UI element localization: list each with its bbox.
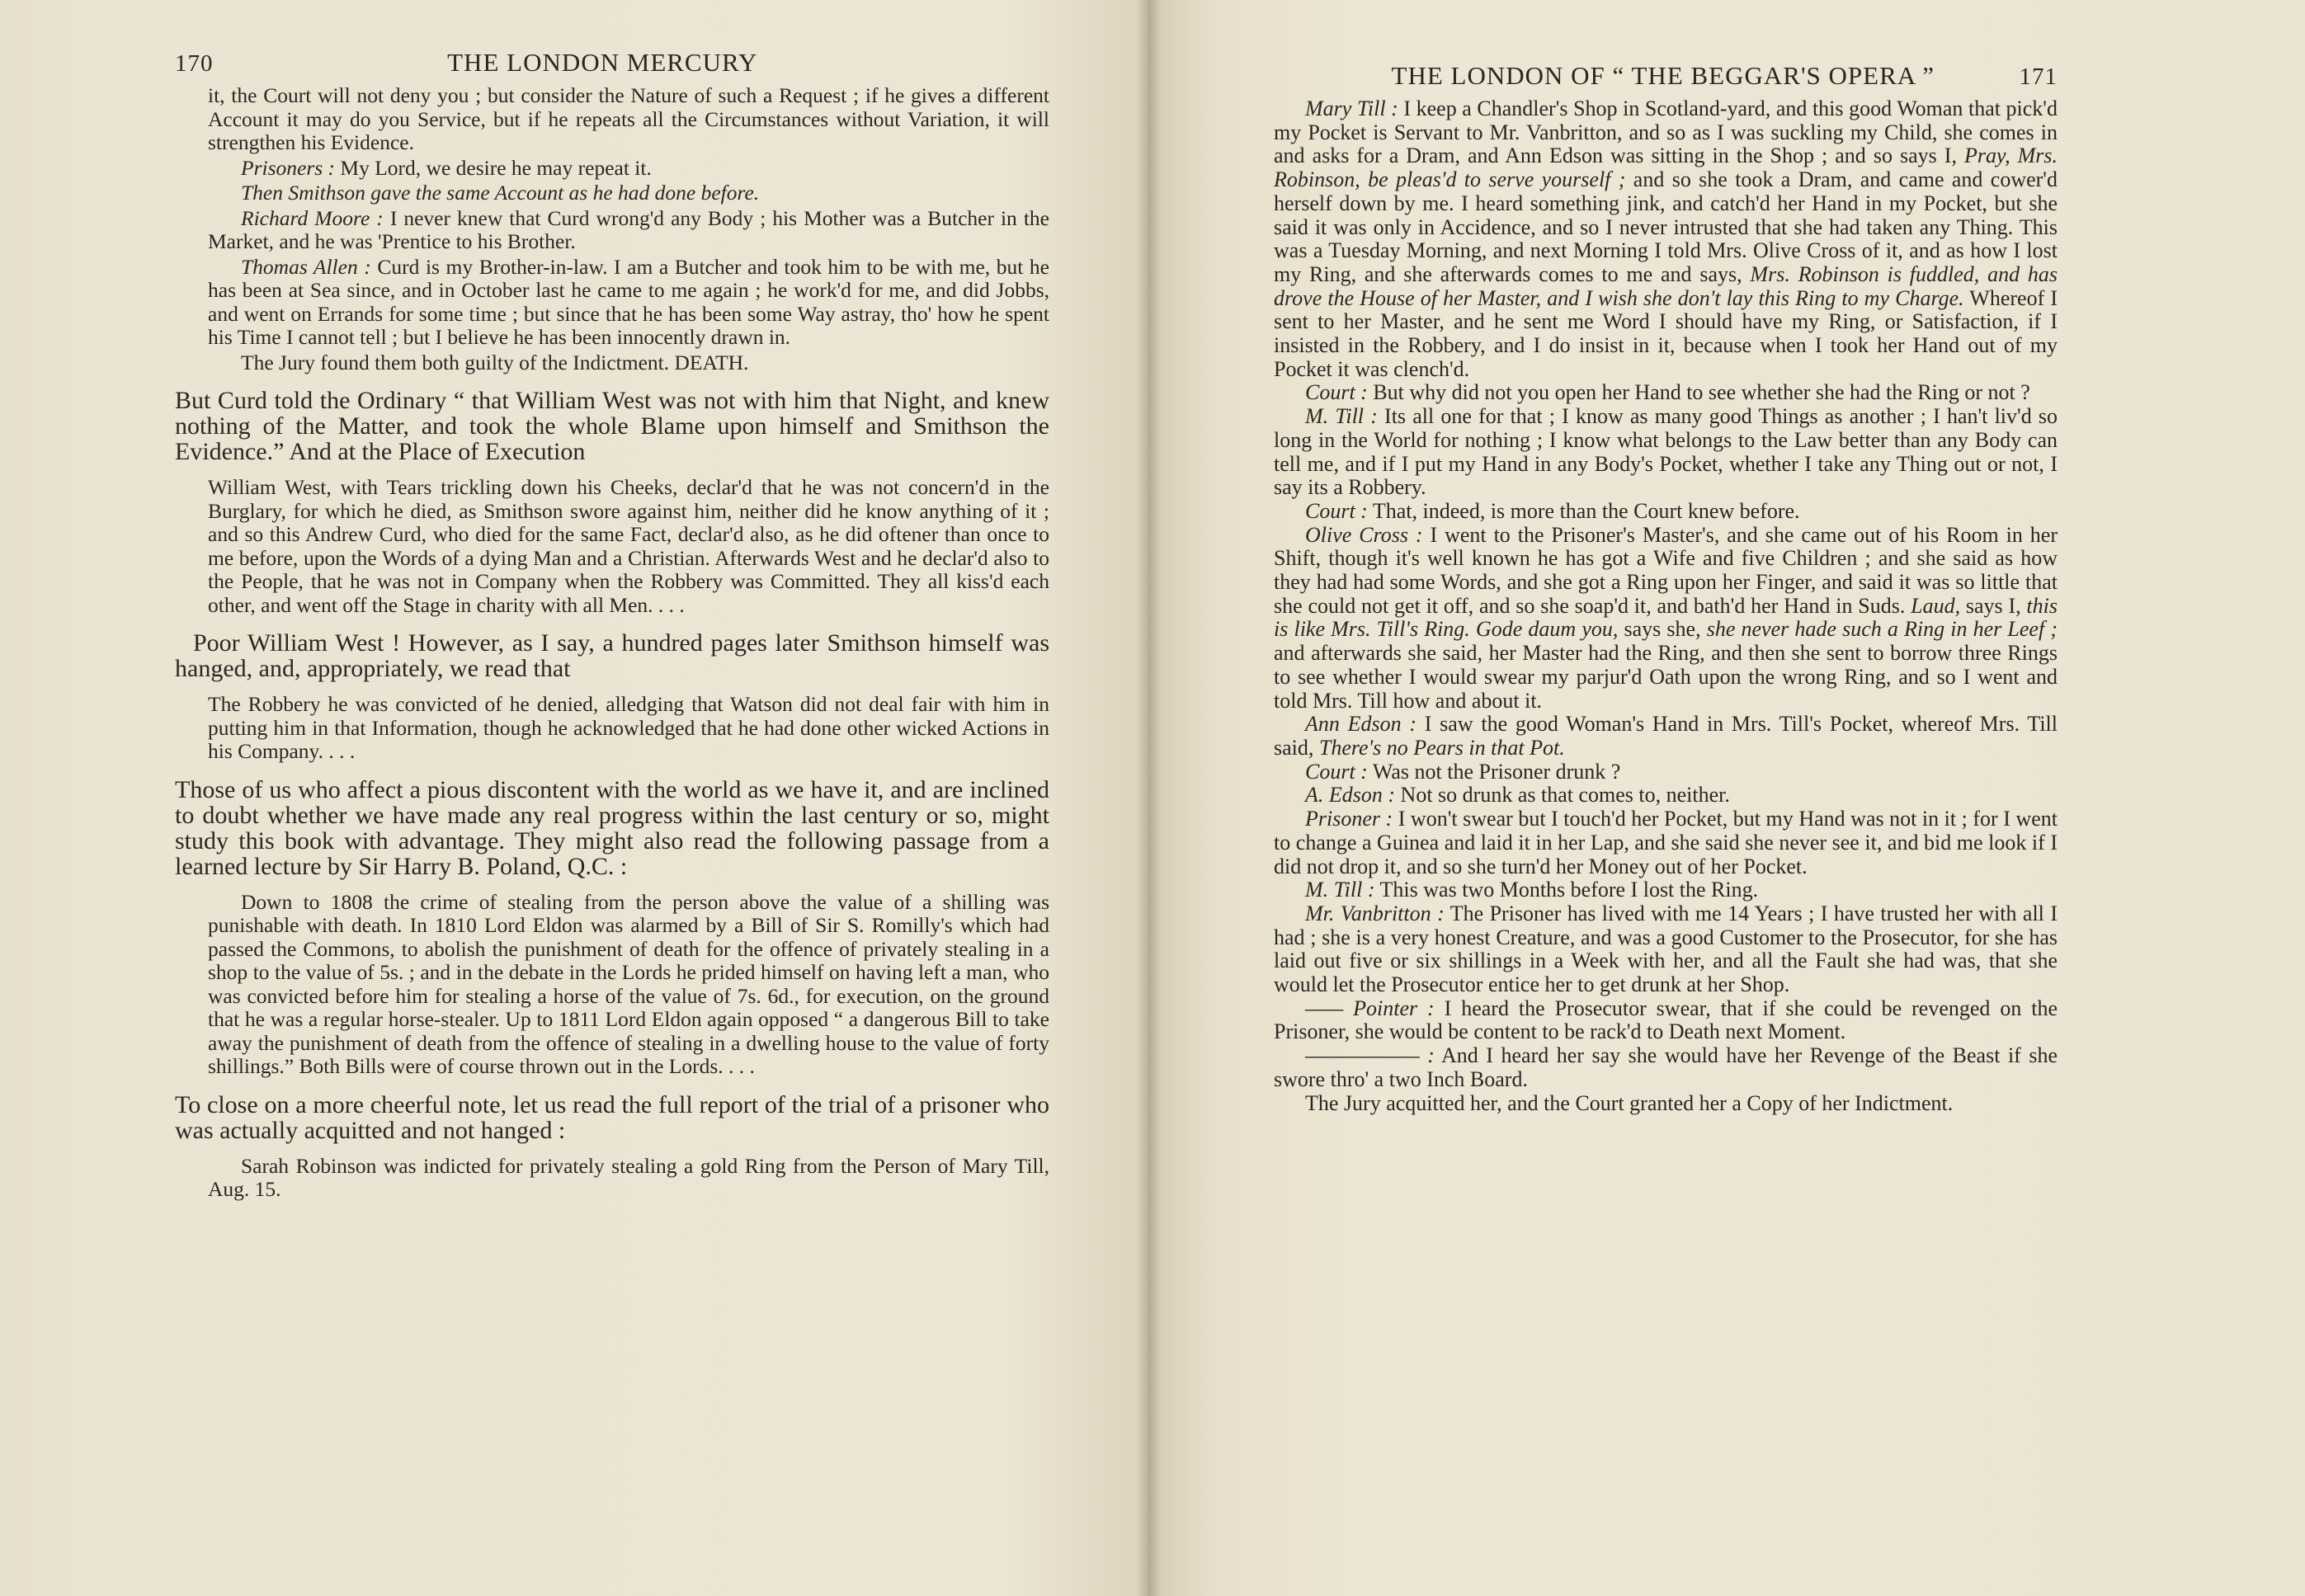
transcript-line: [208, 84, 1049, 155]
commentary-text: Those of us who affect a pious discontent with the world as we have it, and are inclined to doubt whether we have made any real progress within the last century or so, might study this book with advantage. They might also read the following passage from a learned lecture by Sir Harry B. Poland, Q.C. :: [175, 775, 1049, 880]
speaker-label: Prisoner :: [1305, 807, 1393, 831]
line-text: The Jury found them both guilty of the Indictment. DEATH.: [241, 350, 749, 374]
speech-text: That, indeed, is more than the Court knew before.: [1367, 498, 1800, 523]
smithson-quote: [175, 693, 1049, 764]
transcript-line: [208, 351, 1049, 375]
transcript-paragraph: [1274, 878, 2058, 902]
commentary-paragraph-2: [175, 630, 1049, 681]
speech-text: The Prisoner has lived with me 14 Years ; I have trusted her with all I had ; she is a very honest Creature, and was a good Customer to the Prosecutor, for she has laid out five or six shillings in a Week with her, and all the Fault she had was, that she would let the Prosecutor entice her to get drunk at her Shop.: [1274, 901, 2058, 997]
line-text: it, the Court will not deny you ; but consider the Nature of such a Request ; if he gives a different Account it may do you Service, but if he repeats all the Circumstances without Variation, it will strengthen his Evidence.: [208, 83, 1049, 154]
speaker-label: Ann Edson :: [1305, 712, 1417, 737]
transcript-paragraph: [1274, 405, 2058, 500]
transcript-line: [208, 207, 1049, 254]
speech-text: I won't swear but I touch'd her Pocket, but my Hand was not in it ; for I went to change a Guinea and laid it in her Lap, and she said she never see it, and bid me look if I did not drop it, and so she turn'd her Money out of her Pocket.: [1274, 807, 2058, 878]
speech-text: I saw the good Woman's Hand in Mrs. Till's Pocket, whereof Mrs. Till said,: [1274, 712, 2058, 760]
transcript-paragraph: [1274, 97, 2058, 381]
commentary-paragraph-3: [175, 777, 1049, 879]
transcript-paragraph: [1274, 997, 2058, 1044]
commentary-paragraph-4: [175, 1092, 1049, 1143]
speech-text: says she,: [1618, 617, 1707, 642]
speaker-label: Thomas Allen :: [241, 254, 371, 279]
quote-text: The Robbery he was convicted of he denied, alledging that Watson did not deal fair with him in putting him in that Information, though he acknowledged that he had done other wicked Actions in his Company. . . .: [208, 692, 1049, 763]
speech-text: Not so drunk as that comes to, neither.: [1395, 783, 1730, 807]
speech-text: Its all one for that ; I know as many good Things as another ; I han't liv'd so long in the World for nothing ; I know what belongs to the Law better than any Body can tell me, and if I put my Hand in any Body's Pocket, whether I take any Thing out or not, I say its a Robbery.: [1274, 404, 2058, 500]
speech-text: and afterwards she said, her Master had the Ring, and then she sent to borrow three Rings to see whether I would swear my parjur'd Oath upon the wrong Ring, and so I went and told Mrs. Till how and about it.: [1274, 641, 2058, 713]
speech-text: This was two Months before I lost the Ring.: [1374, 878, 1759, 902]
right-page: [1148, 0, 2305, 1596]
italic-speech: Laud,: [1911, 593, 1961, 618]
speech-text: says I,: [1960, 593, 2027, 618]
speech-text: and so she took a Dram, and came and cower'd herself down by me. I heard something jink, and catch'd her Hand in my Pocket, but she said it was only in Accidence, and so I never intrusted that she had taken any Thing. This was a Tuesday Morning, and next Morning I told Mrs. Olive Cross of it, and as how I lost my Ring, and she afterwards comes to me and says,: [1274, 167, 2058, 286]
speaker-label: Richard Moore :: [241, 205, 384, 230]
speech-text: I heard the Prosecutor swear, that if she could be revenged on the Prisoner, she would be content to be rack'd to Death next Moment.: [1274, 996, 2058, 1044]
quote-text: Sarah Robinson was indicted for privately stealing a gold Ring from the Person of Mary Till, Aug. 15.: [208, 1153, 1049, 1201]
quote-text: William West, with Tears trickling down his Cheeks, declar'd that he was not concern'd in the Burglary, for which he died, as Smithson swore against him, neither did he know anything of it ; and so this Andrew Curd, who died for the same Fact, declar'd also, as he did oftener than once to me before, upon the Words of a dying Man and a Christian. Afterwards West and he declar'd also to the People, that he was not in Company when the Robbery was Committed. They all kiss'd each other, and went off the Stage in charity with all Men. . . .: [208, 475, 1049, 617]
commentary-text: To close on a more cheerful note, let us read the full report of the trial of a prisoner who was actually acquitted and not hanged :: [175, 1090, 1049, 1144]
speaker-label: Court :: [1305, 759, 1368, 784]
speech-text: Whereof I sent to her Master, and he sent me Word I should have my Ring, or Satisfaction, if I insisted in the Robbery, and I do insist in it, because when I took her Hand out of my Pocket it was clench'd.: [1274, 285, 2058, 381]
speaker-label: —— Pointer :: [1305, 996, 1435, 1020]
transcript-paragraph: [1274, 902, 2058, 997]
speaker-label: M. Till :: [1305, 404, 1378, 429]
speech-text: But why did not you open her Hand to see whether she had the Ring or not ?: [1367, 380, 2030, 405]
running-head-left: [175, 48, 1049, 78]
italic-speech: Pray, Mrs. Robinson, be pleas'd to serve yourself ;: [1274, 144, 2058, 192]
left-page: [0, 0, 1148, 1596]
speaker-label: A. Edson :: [1305, 783, 1396, 807]
running-head-title-right: THE LONDON OF “ THE BEGGAR'S OPERA ”: [1391, 61, 1935, 90]
line-text: My Lord, we desire he may repeat it.: [335, 155, 652, 180]
indictment-quote: [175, 1155, 1049, 1202]
speaker-label: —————— :: [1305, 1043, 1435, 1068]
speaker-label: Mr. Vanbritton :: [1305, 901, 1445, 925]
speech-text: I keep a Chandler's Shop in Scotland-yard, and this good Woman that pick'd my Pocket is Servant to Mr. Vanbritton, and so as I was suckling my Child, she comes in and asks for a Dram, and Ann Edson was sitting in the Shop ; and so says I,: [1274, 97, 2058, 168]
commentary-text: Poor William West ! However, as I say, a hundred pages later Smithson himself was hanged, and, appropriately, we read that: [175, 629, 1049, 682]
speech-text: And I heard her say she would have her Revenge of the Beast if she swore thro' a two Inch Board.: [1274, 1043, 2058, 1091]
transcript-paragraph: [1274, 807, 2058, 878]
transcript-paragraph: [1274, 500, 2058, 524]
italic-speech: There's no Pears in that Pot.: [1318, 735, 1565, 760]
transcript-paragraph: [1274, 381, 2058, 405]
italic-note: Then Smithson gave the same Account as he had done before.: [241, 181, 760, 205]
book-gutter: [1137, 0, 1162, 1596]
running-head-title-left: THE LONDON MERCURY: [447, 48, 758, 77]
trial-transcript: [1274, 97, 2058, 1115]
trial-excerpt-1: [175, 84, 1049, 374]
speaker-label: Court :: [1305, 380, 1368, 405]
transcript-line: [208, 181, 1049, 205]
commentary-paragraph-1: [175, 388, 1049, 464]
transcript-line: [208, 157, 1049, 181]
transcript-paragraph: [1274, 713, 2058, 760]
transcript-paragraph: [1274, 1092, 2058, 1116]
quote-text: Down to 1808 the crime of stealing from the person above the value of a shilling was punishable with death. In 1810 Lord Eldon was alarmed by a Bill of Sir S. Romilly's which had passed the Commons, to abolish the punishment of death for the offence of privately stealing in a shop to the value of 5s. ; and in the debate in the Lords he prided himself on having left a man, who was convicted before him for stealing a horse of the value of 7s. 6d., for execution, on the ground that he was a regular horse-stealer. Up to 1811 Lord Eldon again opposed “ a dangerous Bill to take away the punishment of death from the offence of stealing in a dwelling house to the value of forty shillings.” Both Bills were of course thrown out in the Lords. . . .: [208, 889, 1049, 1078]
line-text: Curd is my Brother-in-law. I am a Butcher and took him to be with me, but he has been at Sea since, and in October last he came to me again ; he work'd for me, and did Jobbs, and went on Errands for some time ; but since that he has been some Way astray, tho' how he spent his Time I cannot tell ; but I believe he has been innocently drawn in.: [208, 254, 1049, 349]
speaker-label: M. Till :: [1305, 878, 1375, 902]
speaker-label: Mary Till :: [1305, 97, 1398, 120]
transcript-paragraph: [1274, 760, 2058, 784]
page-number-right: 171: [2019, 64, 2058, 90]
italic-speech: Mrs. Robinson is fuddled, and has drove the House of her Master, and I wish she don't lay this Ring to my Charge.: [1274, 261, 2058, 310]
speech-text: Was not the Prisoner drunk ?: [1367, 759, 1621, 784]
running-head-right: [1274, 61, 2058, 91]
line-text: I never knew that Curd wrong'd any Body ; his Mother was a Butcher in the Market, and he was 'Prentice to his Brother.: [208, 205, 1049, 253]
speaker-label: Olive Cross :: [1305, 522, 1423, 547]
commentary-text: But Curd told the Ordinary “ that William West was not with him that Night, and knew nothing of the Matter, and took the whole Blame upon himself and Smithson the Evidence.” And at the Place of Execution: [175, 387, 1049, 465]
italic-speech: she never hade such a Ring in her Leef ;: [1706, 617, 2058, 642]
speaker-label: Prisoners :: [241, 155, 336, 180]
transcript-paragraph: [1274, 524, 2058, 713]
transcript-line: [208, 256, 1049, 350]
lecture-quote: [175, 891, 1049, 1079]
execution-quote: [175, 476, 1049, 617]
speech-text: The Jury acquitted her, and the Court granted her a Copy of her Indictment.: [1305, 1090, 1954, 1115]
speaker-label: Court :: [1305, 498, 1368, 523]
transcript-paragraph: [1274, 784, 2058, 807]
speech-text: I went to the Prisoner's Master's, and she came out of his Room in her Shift, though it's well known he has got a Wife and five Children ; and she said as how they had had some Words, and she got a Ring upon her Finger, and said it was so little that she could not get it off, and so she soap'd it, and bath'd her Hand in Suds.: [1274, 522, 2058, 618]
italic-speech: this is like Mrs. Till's Ring. Gode daum you,: [1274, 593, 2058, 642]
transcript-paragraph: [1274, 1044, 2058, 1091]
page-number-left: 170: [175, 50, 214, 77]
